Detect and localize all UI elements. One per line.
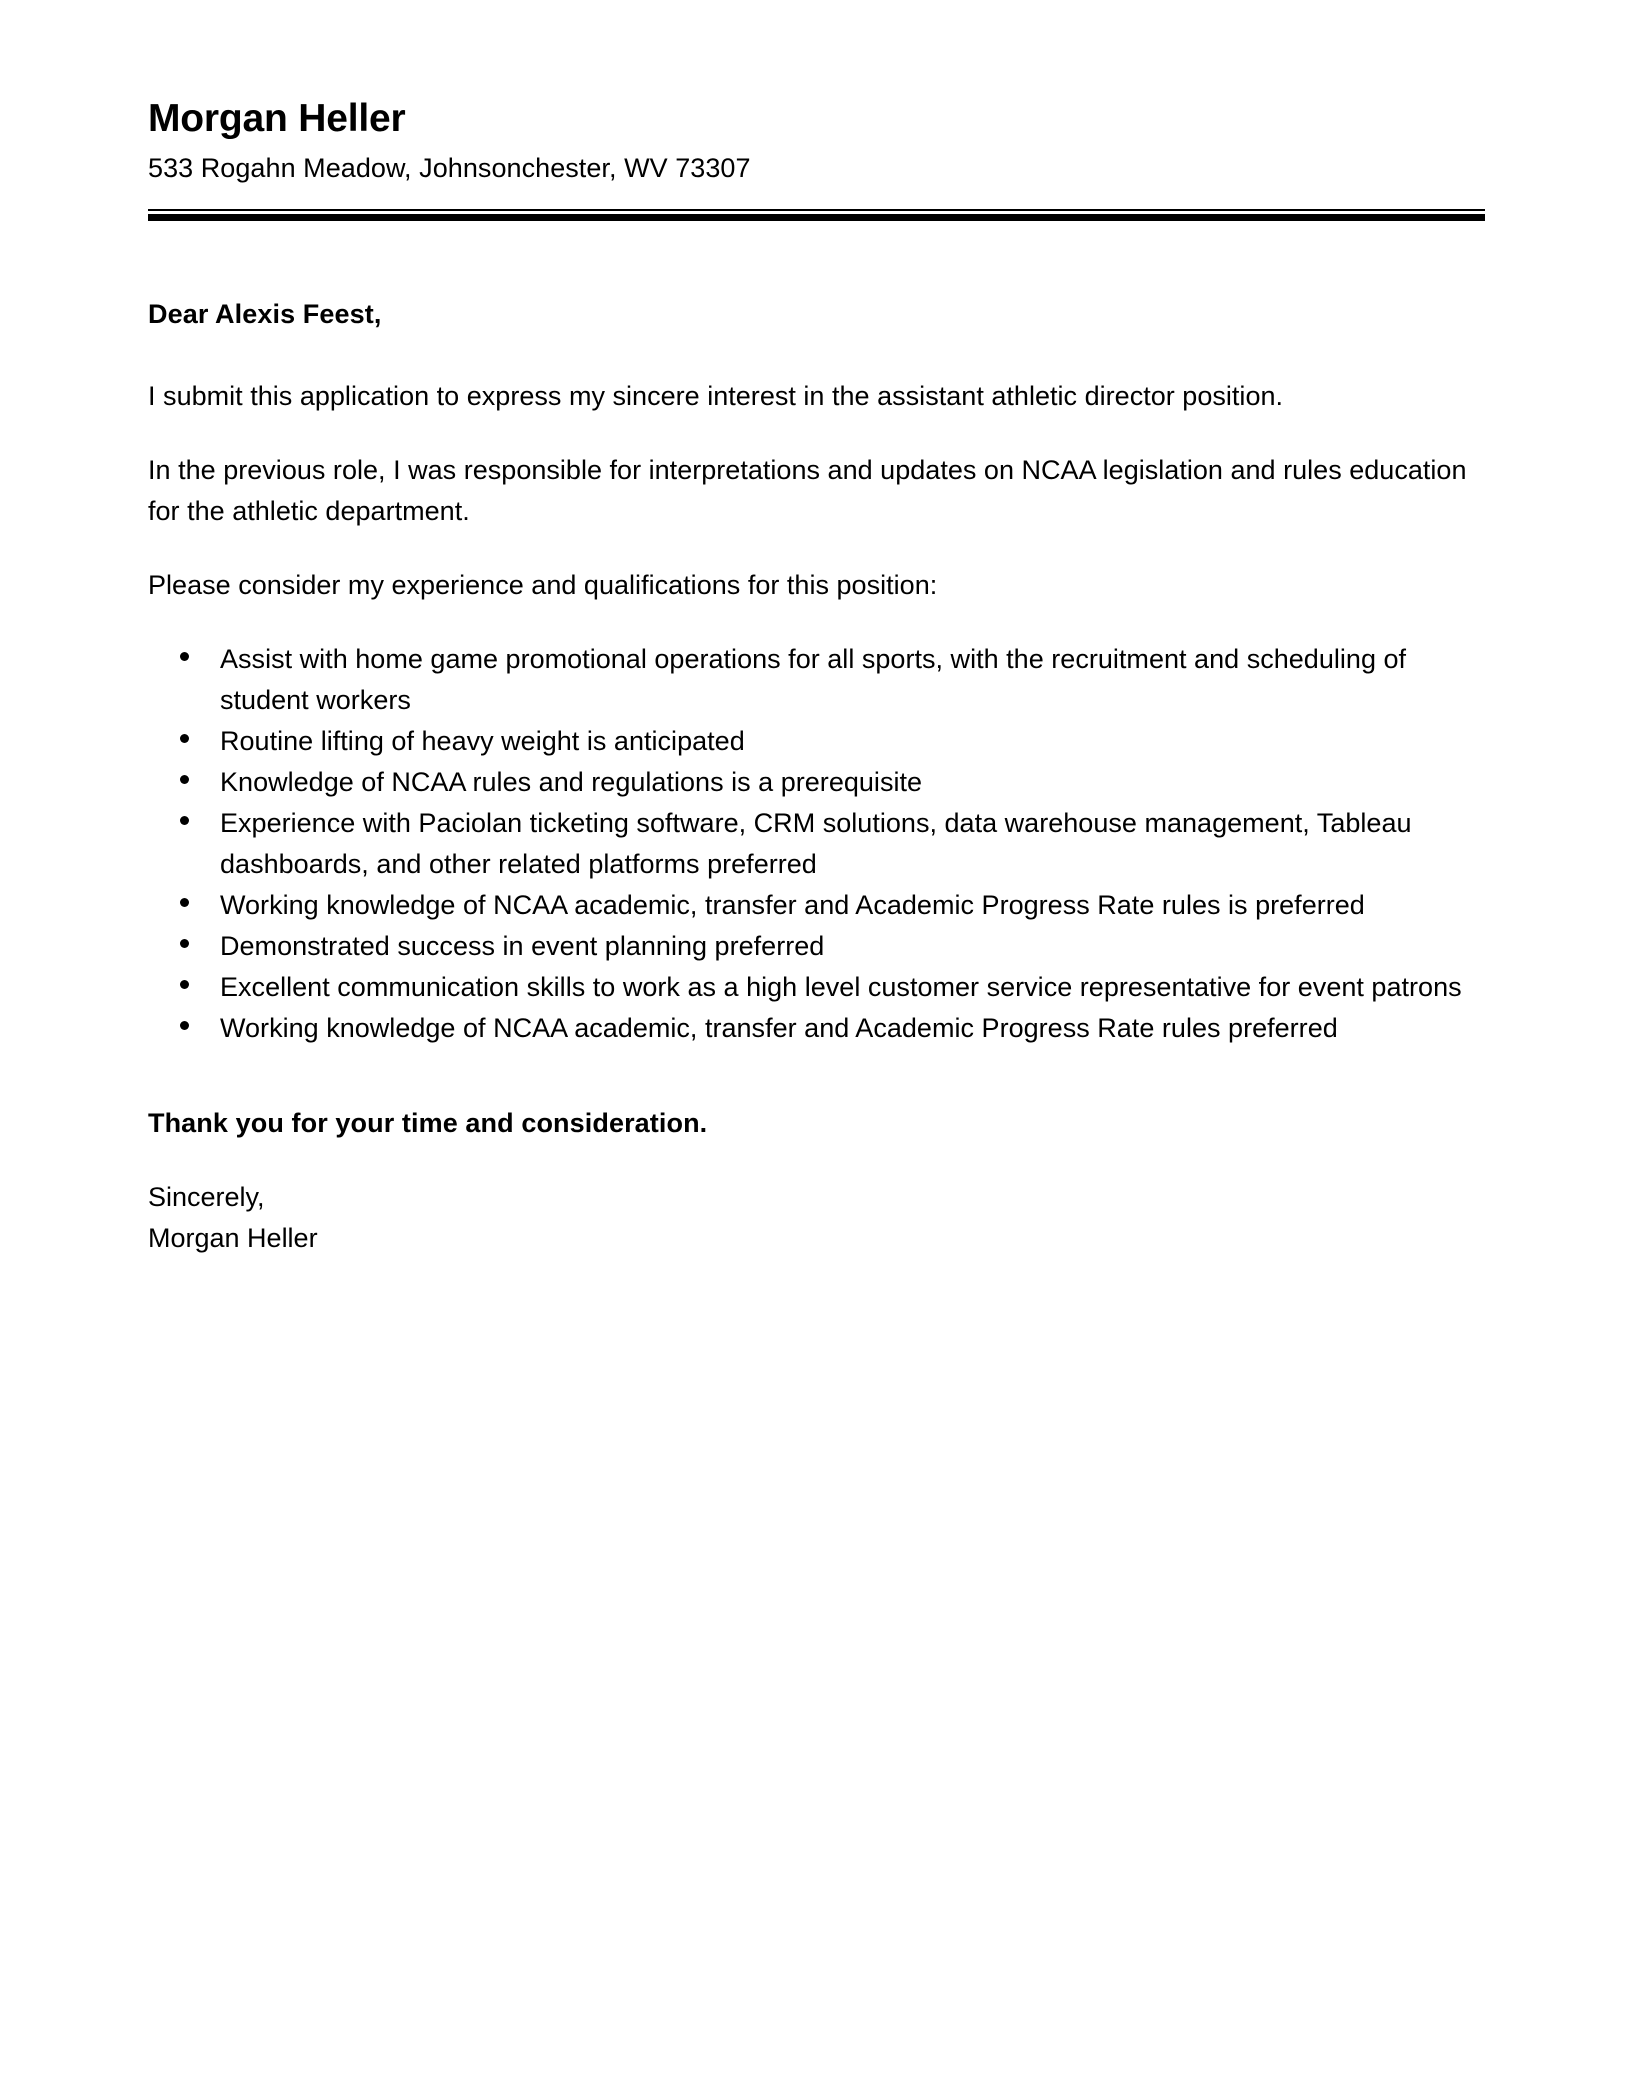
bullet-icon	[180, 939, 189, 948]
bullet-icon	[180, 980, 189, 989]
paragraph-intro: I submit this application to express my sincere interest in the assistant athletic director position.	[148, 380, 1284, 411]
paragraph-qualifications-lead: Please consider my experience and qualifications for this position:	[148, 569, 938, 600]
bullet-icon	[180, 816, 189, 825]
letterhead	[148, 96, 1485, 220]
list-item-text: Knowledge of NCAA rules and regulations is a prerequisite	[220, 767, 923, 798]
thank-you-line: Thank you for your time and consideration.	[148, 1108, 708, 1139]
bullet-icon	[180, 652, 189, 661]
list-item	[170, 803, 1485, 885]
letter-body	[148, 294, 1485, 1260]
letter-content	[148, 96, 1485, 1259]
list-item	[170, 926, 1485, 967]
signoff-text: Sincerely,	[148, 1182, 265, 1213]
list-item-text: Experience with Paciolan ticketing software, CRM solutions, data warehouse management, Tableau dashboards, and other related platforms preferred	[220, 808, 1412, 880]
list-item-text: Assist with home game promotional operations for all sports, with the recruitment and scheduling of student workers	[220, 643, 1407, 715]
list-item	[170, 721, 1485, 762]
divider-thin-line	[148, 209, 1485, 211]
list-item	[170, 885, 1485, 926]
list-item-text: Working knowledge of NCAA academic, transfer and Academic Progress Rate rules is preferred	[220, 890, 1365, 921]
signature-block	[148, 1177, 1485, 1259]
list-item-text: Demonstrated success in event planning preferred	[220, 931, 825, 962]
header-divider	[148, 209, 1485, 220]
divider-thick-line	[148, 214, 1485, 221]
list-item-text: Routine lifting of heavy weight is anticipated	[220, 725, 745, 756]
bullet-icon	[180, 898, 189, 907]
qualifications-list	[148, 639, 1485, 1049]
list-item	[170, 967, 1485, 1008]
salutation: Dear Alexis Feest,	[148, 298, 382, 329]
signature-name: Morgan Heller	[148, 1223, 318, 1254]
list-item	[170, 1008, 1485, 1049]
list-item-text: Working knowledge of NCAA academic, transfer and Academic Progress Rate rules preferred	[220, 1013, 1338, 1044]
paragraph-experience: In the previous role, I was responsible for interpretations and updates on NCAA legislation and rules education for the athletic department.	[148, 454, 1467, 526]
bullet-icon	[180, 734, 189, 743]
bullet-icon	[180, 775, 189, 784]
sender-name: Morgan Heller	[148, 97, 406, 140]
list-item	[170, 639, 1485, 721]
bullet-icon	[180, 1021, 189, 1030]
sender-address: 533 Rogahn Meadow, Johnsonchester, WV 73307	[148, 153, 751, 184]
list-item-text: Excellent communication skills to work as a high level customer service representative for event patrons	[220, 972, 1462, 1003]
list-item	[170, 762, 1485, 803]
